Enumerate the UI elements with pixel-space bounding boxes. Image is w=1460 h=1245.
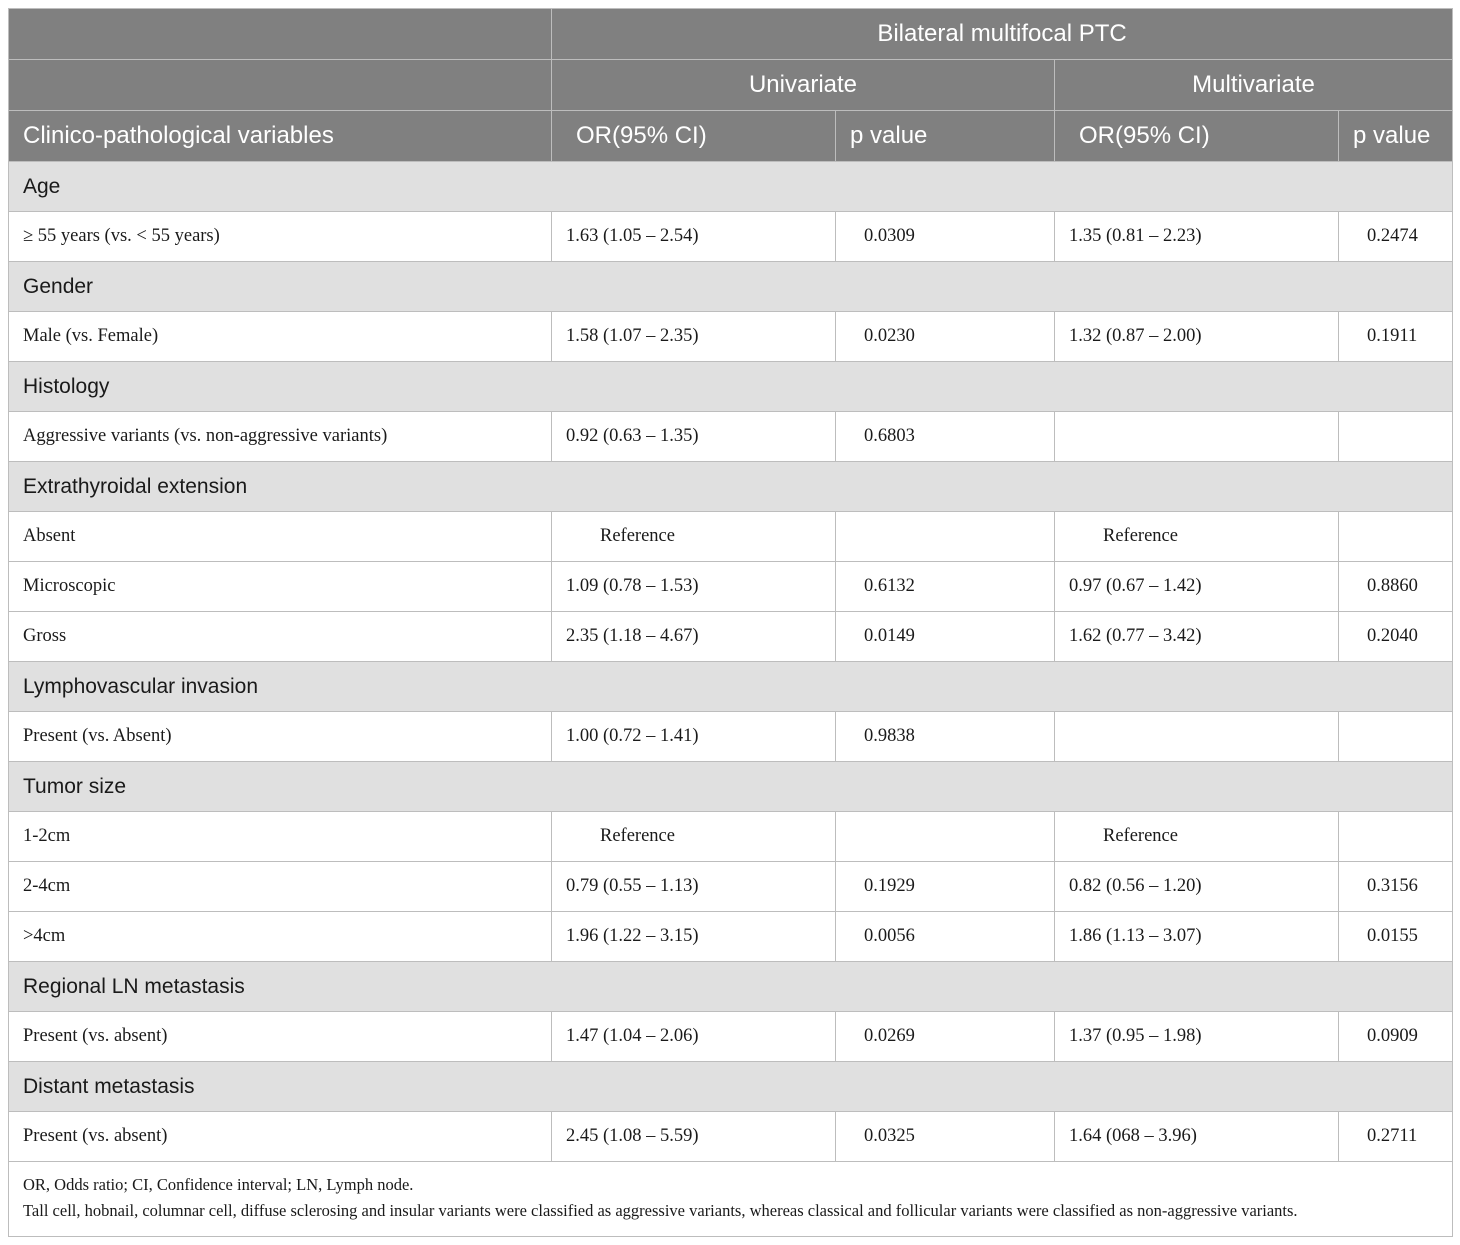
- variable-label: ≥ 55 years (vs. < 55 years): [9, 212, 552, 262]
- table-row: [9, 562, 1453, 612]
- variable-label: Present (vs. Absent): [9, 712, 552, 762]
- univariate-p-cell: [836, 812, 1055, 862]
- multivariate-or-cell: Reference: [1055, 512, 1339, 562]
- section-title: Histology: [9, 362, 1453, 412]
- col-or-multivariate-header: OR(95% CI): [1055, 111, 1339, 162]
- section-title: Extrathyroidal extension: [9, 462, 1453, 512]
- group-title: Bilateral multifocal PTC: [552, 9, 1453, 60]
- table-row: [9, 812, 1453, 862]
- multivariate-or-cell: 1.86 (1.13 – 3.07): [1055, 912, 1339, 962]
- header-row-1: [9, 9, 1453, 60]
- univariate-p-cell: 0.1929: [836, 862, 1055, 912]
- section-header-row: [9, 262, 1453, 312]
- multivariate-or-cell: 0.82 (0.56 – 1.20): [1055, 862, 1339, 912]
- multivariate-or-cell: Reference: [1055, 812, 1339, 862]
- multivariate-p-cell: [1339, 512, 1453, 562]
- multivariate-or-cell: [1055, 712, 1339, 762]
- table-row: [9, 212, 1453, 262]
- section-title: Distant metastasis: [9, 1062, 1453, 1112]
- multivariate-or-cell: 0.97 (0.67 – 1.42): [1055, 562, 1339, 612]
- multivariate-p-cell: [1339, 412, 1453, 462]
- univariate-p-cell: 0.9838: [836, 712, 1055, 762]
- multivariate-or-cell: 1.62 (0.77 – 3.42): [1055, 612, 1339, 662]
- section-title: Gender: [9, 262, 1453, 312]
- col-or-univariate-header: OR(95% CI): [552, 111, 836, 162]
- univariate-or-cell: 1.47 (1.04 – 2.06): [552, 1012, 836, 1062]
- col-variables-header: Clinico-pathological variables: [9, 111, 552, 162]
- footnote-row: [9, 1162, 1453, 1237]
- table-row: [9, 512, 1453, 562]
- header-row-3: [9, 111, 1453, 162]
- header-empty-cell: [9, 9, 552, 60]
- header-empty-cell: [9, 60, 552, 111]
- footnote-cell: [9, 1162, 1453, 1237]
- variable-label: Aggressive variants (vs. non-aggressive variants): [9, 412, 552, 462]
- multivariate-p-cell: [1339, 712, 1453, 762]
- table-container: [8, 8, 1452, 1237]
- univariate-or-cell: 1.63 (1.05 – 2.54): [552, 212, 836, 262]
- variable-label: >4cm: [9, 912, 552, 962]
- multivariate-p-cell: 0.3156: [1339, 862, 1453, 912]
- multivariate-p-cell: 0.0909: [1339, 1012, 1453, 1062]
- multivariate-p-cell: 0.8860: [1339, 562, 1453, 612]
- header-row-2: [9, 60, 1453, 111]
- univariate-or-cell: 0.92 (0.63 – 1.35): [552, 412, 836, 462]
- univariate-or-cell: Reference: [552, 812, 836, 862]
- col-p-univariate-header: p value: [836, 111, 1055, 162]
- multivariate-p-cell: [1339, 812, 1453, 862]
- multivariate-or-cell: [1055, 412, 1339, 462]
- univariate-p-cell: 0.0230: [836, 312, 1055, 362]
- multivariate-p-cell: 0.2040: [1339, 612, 1453, 662]
- section-header-row: [9, 362, 1453, 412]
- univariate-p-cell: 0.0309: [836, 212, 1055, 262]
- univariate-p-cell: 0.0269: [836, 1012, 1055, 1062]
- univariate-or-cell: 2.45 (1.08 – 5.59): [552, 1112, 836, 1162]
- table-row: [9, 612, 1453, 662]
- footnote-abbreviations: OR, Odds ratio; CI, Confidence interval; LN, Lymph node.: [23, 1175, 414, 1194]
- univariate-or-cell: 1.00 (0.72 – 1.41): [552, 712, 836, 762]
- variable-label: Present (vs. absent): [9, 1112, 552, 1162]
- multivariate-or-cell: 1.64 (068 – 3.96): [1055, 1112, 1339, 1162]
- variable-label: 2-4cm: [9, 862, 552, 912]
- multivariate-p-cell: 0.2711: [1339, 1112, 1453, 1162]
- section-title: Tumor size: [9, 762, 1453, 812]
- univariate-p-cell: 0.6803: [836, 412, 1055, 462]
- univariate-or-cell: 1.96 (1.22 – 3.15): [552, 912, 836, 962]
- table-row: [9, 1112, 1453, 1162]
- table-row: [9, 712, 1453, 762]
- variable-label: Gross: [9, 612, 552, 662]
- col-p-multivariate-header: p value: [1339, 111, 1453, 162]
- section-header-row: [9, 962, 1453, 1012]
- section-header-row: [9, 1062, 1453, 1112]
- multivariate-header: Multivariate: [1055, 60, 1453, 111]
- univariate-p-cell: 0.0325: [836, 1112, 1055, 1162]
- variable-label: Absent: [9, 512, 552, 562]
- variable-label: Microscopic: [9, 562, 552, 612]
- section-header-row: [9, 162, 1453, 212]
- section-title: Age: [9, 162, 1453, 212]
- univariate-or-cell: 0.79 (0.55 – 1.13): [552, 862, 836, 912]
- table-row: [9, 1012, 1453, 1062]
- univariate-p-cell: 0.0149: [836, 612, 1055, 662]
- section-header-row: [9, 762, 1453, 812]
- variable-label: 1-2cm: [9, 812, 552, 862]
- multivariate-p-cell: 0.1911: [1339, 312, 1453, 362]
- multivariate-or-cell: 1.32 (0.87 – 2.00): [1055, 312, 1339, 362]
- table-row: [9, 412, 1453, 462]
- section-header-row: [9, 662, 1453, 712]
- univariate-or-cell: 1.09 (0.78 – 1.53): [552, 562, 836, 612]
- variable-label: Male (vs. Female): [9, 312, 552, 362]
- multivariate-p-cell: 0.0155: [1339, 912, 1453, 962]
- table-row: [9, 912, 1453, 962]
- results-table: [8, 8, 1453, 1237]
- section-header-row: [9, 462, 1453, 512]
- univariate-p-cell: 0.0056: [836, 912, 1055, 962]
- section-title: Regional LN metastasis: [9, 962, 1453, 1012]
- univariate-or-cell: Reference: [552, 512, 836, 562]
- multivariate-p-cell: 0.2474: [1339, 212, 1453, 262]
- univariate-header: Univariate: [552, 60, 1055, 111]
- section-title: Lymphovascular invasion: [9, 662, 1453, 712]
- multivariate-or-cell: 1.37 (0.95 – 1.98): [1055, 1012, 1339, 1062]
- table-body: [9, 162, 1453, 1162]
- table-row: [9, 862, 1453, 912]
- footnote-variants: Tall cell, hobnail, columnar cell, diffuse sclerosing and insular variants were classified as aggressive variants, whereas classical and follicular variants were classified as non-aggressive variants.: [23, 1201, 1298, 1220]
- multivariate-or-cell: 1.35 (0.81 – 2.23): [1055, 212, 1339, 262]
- variable-label: Present (vs. absent): [9, 1012, 552, 1062]
- univariate-or-cell: 2.35 (1.18 – 4.67): [552, 612, 836, 662]
- table-row: [9, 312, 1453, 362]
- univariate-p-cell: [836, 512, 1055, 562]
- univariate-p-cell: 0.6132: [836, 562, 1055, 612]
- univariate-or-cell: 1.58 (1.07 – 2.35): [552, 312, 836, 362]
